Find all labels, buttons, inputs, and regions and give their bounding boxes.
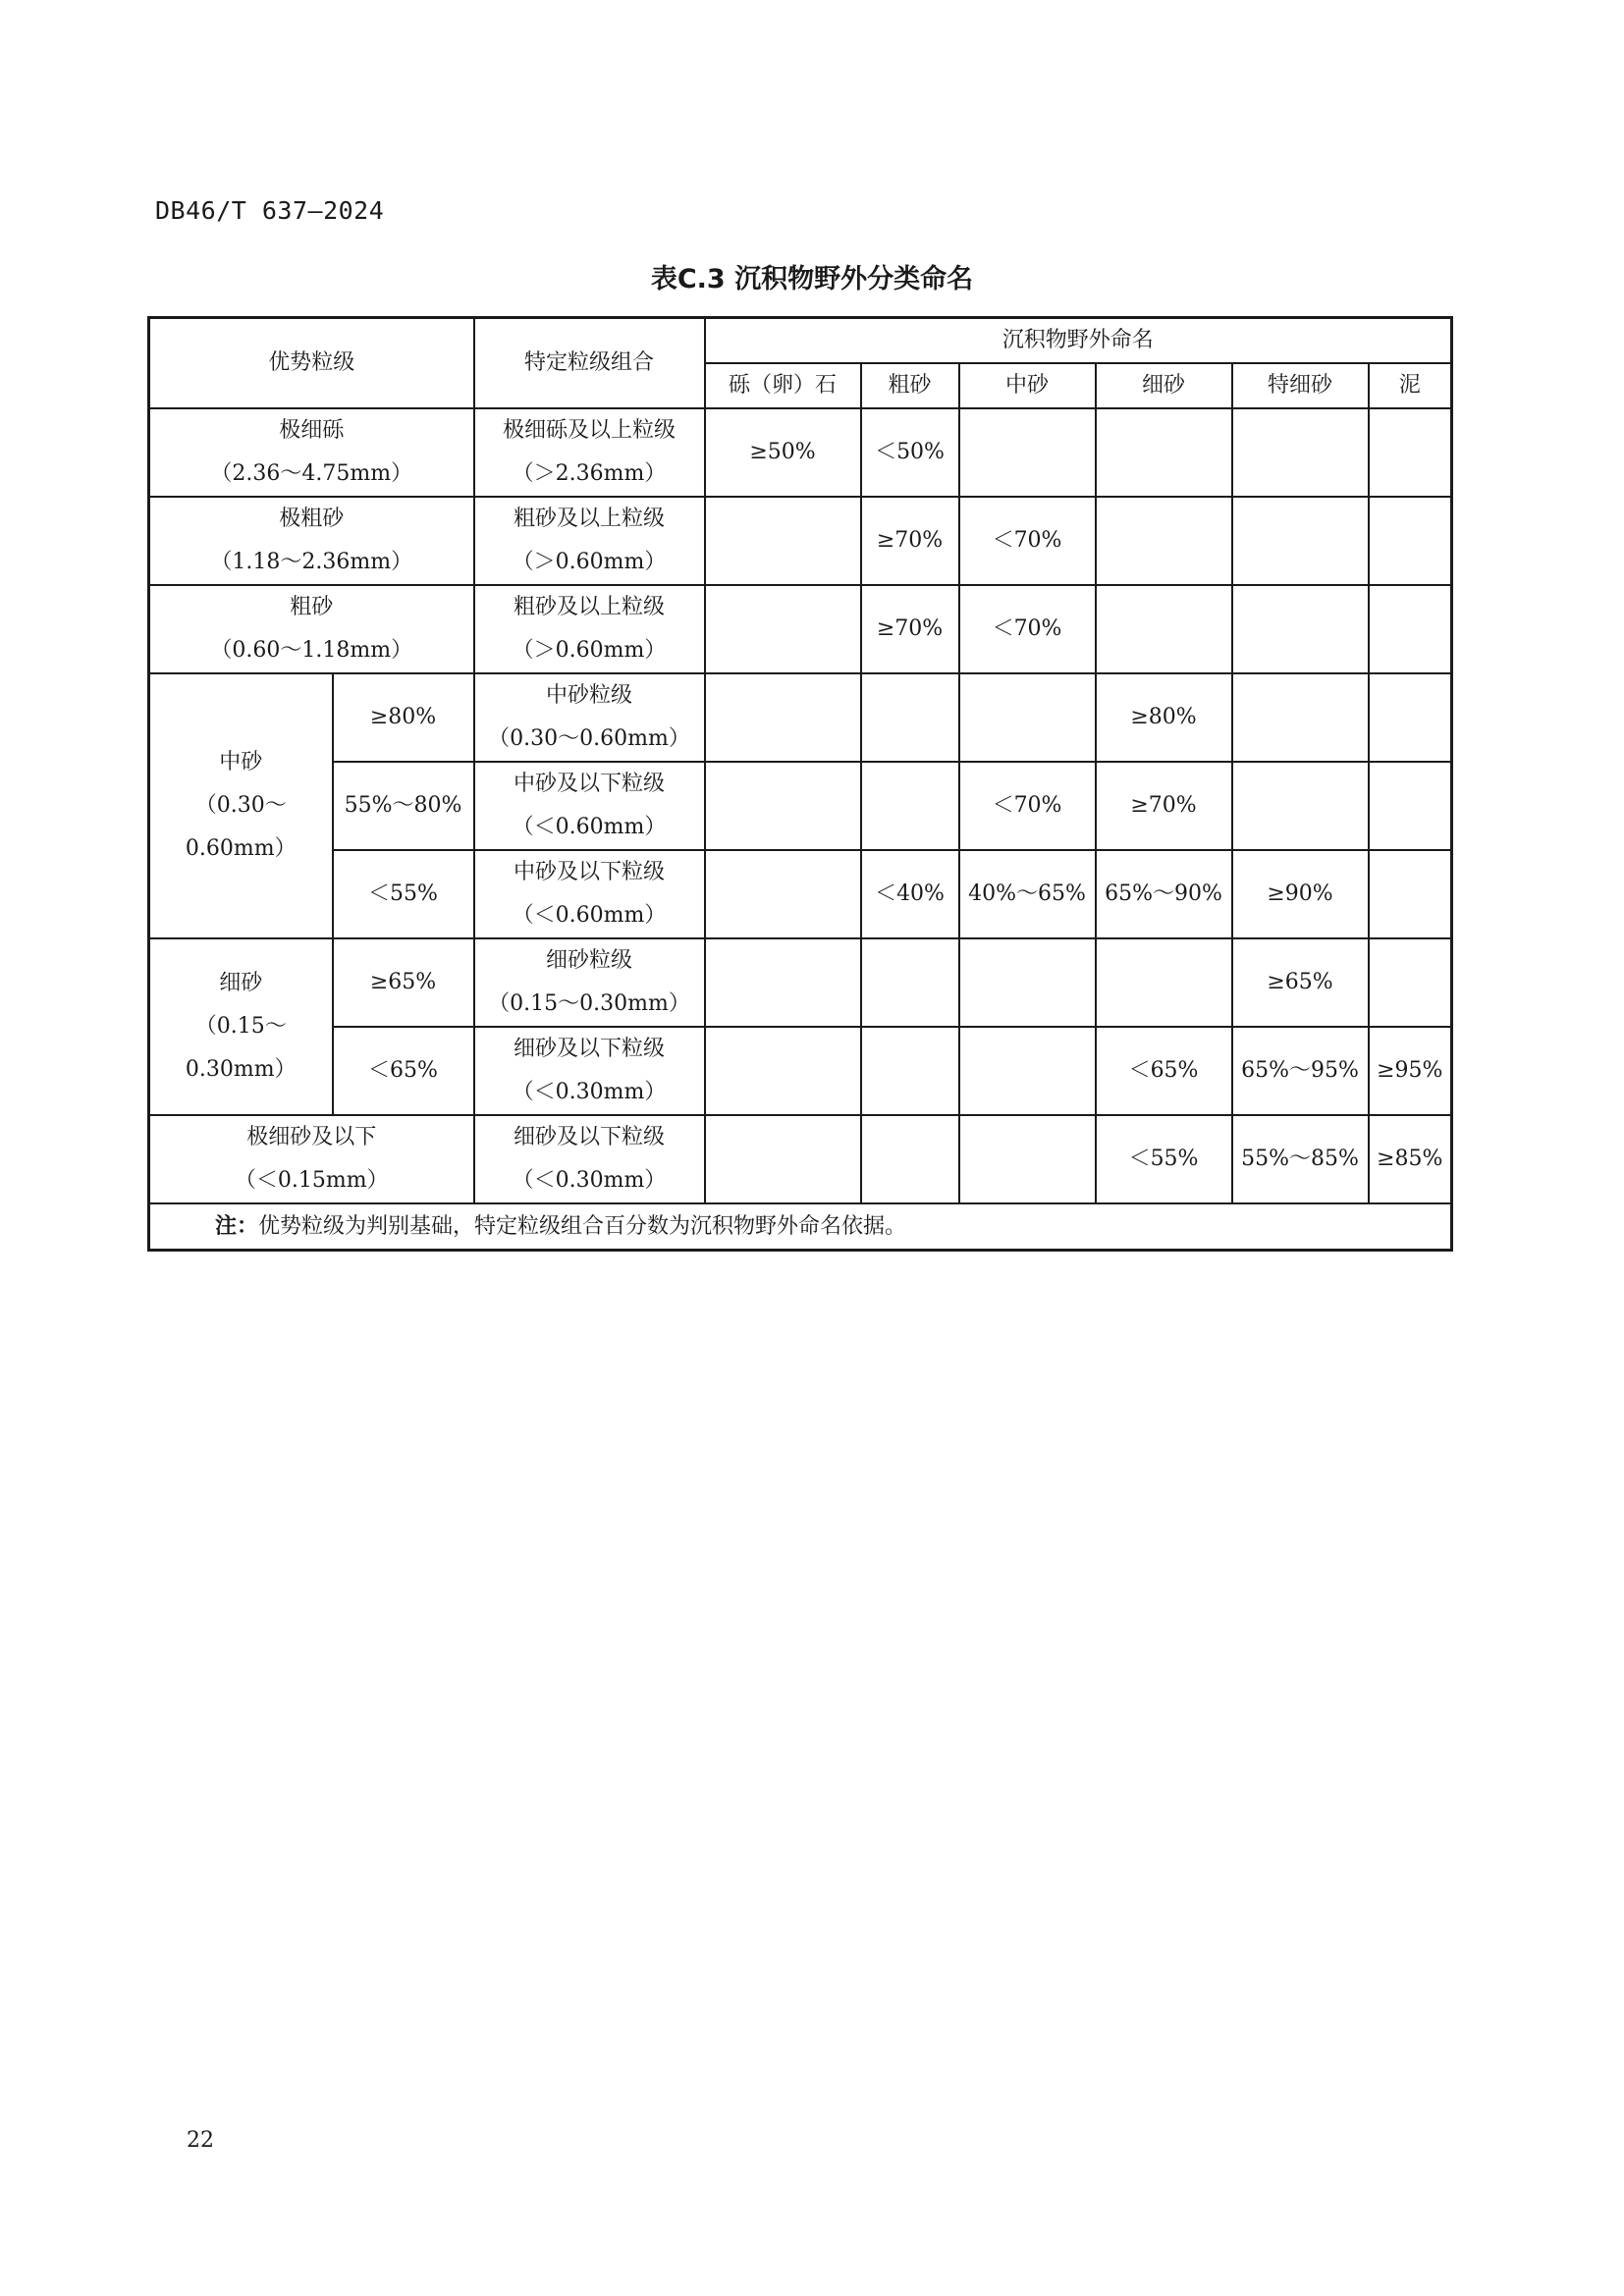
value-cell: ≥70% — [861, 497, 959, 585]
note-text: 优势粒级为判别基础，特定粒级组合百分数为沉积物野外命名依据。 — [258, 1214, 907, 1239]
value-cell — [1096, 585, 1232, 673]
table-row — [149, 585, 1452, 673]
value-cell — [1096, 938, 1232, 1027]
specific-cell: 中砂粒级 （0.30～0.60mm） — [474, 673, 705, 762]
header-col-very-fine-sand: 特细砂 — [1232, 363, 1369, 408]
value-cell: ＜50% — [861, 408, 959, 497]
table-row — [149, 1027, 1452, 1115]
value-cell: ＜55% — [1096, 1115, 1232, 1203]
value-cell: ≥90% — [1232, 850, 1369, 938]
value-cell — [861, 1027, 959, 1115]
value-cell — [1232, 762, 1369, 850]
value-cell: 65%～95% — [1232, 1027, 1369, 1115]
dominant-percent-cell: ≥80% — [333, 673, 474, 762]
value-cell — [1096, 408, 1232, 497]
value-cell: ＜65% — [1096, 1027, 1232, 1115]
value-cell: ＜70% — [959, 497, 1096, 585]
header-col-mud: 泥 — [1369, 363, 1452, 408]
value-cell: 55%～85% — [1232, 1115, 1369, 1203]
header-specific: 特定粒级组合 — [474, 318, 705, 409]
value-cell — [861, 938, 959, 1027]
specific-cell: 中砂及以下粒级 （＜0.60mm） — [474, 762, 705, 850]
dominant-percent-cell: ＜65% — [333, 1027, 474, 1115]
value-cell: ＜40% — [861, 850, 959, 938]
specific-cell: 中砂及以下粒级 （＜0.60mm） — [474, 850, 705, 938]
table-row — [149, 408, 1452, 497]
value-cell — [861, 1115, 959, 1203]
value-cell — [1369, 762, 1452, 850]
header-row-1 — [149, 318, 1452, 364]
value-cell — [1369, 497, 1452, 585]
value-cell — [705, 850, 861, 938]
value-cell: ≥70% — [861, 585, 959, 673]
dominant-percent-cell: ＜55% — [333, 850, 474, 938]
value-cell: ≥85% — [1369, 1115, 1452, 1203]
value-cell: ≥65% — [1232, 938, 1369, 1027]
value-cell: ＜70% — [959, 762, 1096, 850]
specific-cell: 细砂粒级 （0.15～0.30mm） — [474, 938, 705, 1027]
table-note — [149, 1203, 1452, 1251]
value-cell — [1232, 673, 1369, 762]
value-cell: ＜70% — [959, 585, 1096, 673]
specific-cell: 细砂及以下粒级 （＜0.30mm） — [474, 1027, 705, 1115]
table-row — [149, 673, 1452, 762]
value-cell — [1369, 585, 1452, 673]
dominant-cell: 极细砂及以下 （＜0.15mm） — [149, 1115, 474, 1203]
specific-cell: 粗砂及以上粒级 （＞0.60mm） — [474, 497, 705, 585]
table-row — [149, 938, 1452, 1027]
value-cell — [705, 585, 861, 673]
table-title: 表C.3 沉积物野外分类命名 — [650, 264, 974, 294]
header-col-fine-sand: 细砂 — [1096, 363, 1232, 408]
note-label: 注： — [215, 1213, 259, 1239]
value-cell — [1369, 938, 1452, 1027]
value-cell — [959, 673, 1096, 762]
value-cell — [705, 1027, 861, 1115]
value-cell — [861, 673, 959, 762]
table-row — [149, 1115, 1452, 1203]
value-cell — [1369, 408, 1452, 497]
specific-cell: 粗砂及以上粒级 （＞0.60mm） — [474, 585, 705, 673]
value-cell — [861, 762, 959, 850]
page-number: 22 — [187, 2128, 214, 2153]
dominant-cell: 粗砂 （0.60～1.18mm） — [149, 585, 474, 673]
specific-cell: 细砂及以下粒级 （＜0.30mm） — [474, 1115, 705, 1203]
dominant-cell: 极细砾 （2.36～4.75mm） — [149, 408, 474, 497]
specific-cell: 极细砾及以上粒级 （＞2.36mm） — [474, 408, 705, 497]
value-cell: ≥95% — [1369, 1027, 1452, 1115]
dominant-percent-cell: 55%～80% — [333, 762, 474, 850]
value-cell — [1369, 673, 1452, 762]
value-cell — [959, 938, 1096, 1027]
table-row — [149, 497, 1452, 585]
value-cell — [705, 497, 861, 585]
value-cell: ≥70% — [1096, 762, 1232, 850]
dominant-percent-cell: ≥65% — [333, 938, 474, 1027]
value-cell — [959, 408, 1096, 497]
value-cell: ≥50% — [705, 408, 861, 497]
value-cell: 65%～90% — [1096, 850, 1232, 938]
dominant-cell: 中砂 （0.30～ 0.60mm） — [149, 673, 333, 938]
value-cell — [959, 1115, 1096, 1203]
value-cell — [1096, 497, 1232, 585]
value-cell — [705, 938, 861, 1027]
value-cell — [705, 762, 861, 850]
sediment-classification-table — [147, 316, 1453, 1252]
value-cell — [1232, 497, 1369, 585]
header-col-medium-sand: 中砂 — [959, 363, 1096, 408]
value-cell — [1232, 408, 1369, 497]
header-dominant: 优势粒级 — [149, 318, 474, 409]
value-cell — [959, 1027, 1096, 1115]
note-row — [149, 1203, 1452, 1251]
header-col-coarse-sand: 粗砂 — [861, 363, 959, 408]
value-cell — [705, 673, 861, 762]
value-cell: ≥80% — [1096, 673, 1232, 762]
table-row — [149, 762, 1452, 850]
header-col-gravel: 砾（卵）石 — [705, 363, 861, 408]
dominant-cell: 细砂 （0.15～ 0.30mm） — [149, 938, 333, 1115]
table-row — [149, 850, 1452, 938]
value-cell — [1369, 850, 1452, 938]
value-cell — [705, 1115, 861, 1203]
value-cell — [1232, 585, 1369, 673]
document-code: DB46/T 637—2024 — [155, 196, 385, 225]
dominant-cell: 极粗砂 （1.18～2.36mm） — [149, 497, 474, 585]
value-cell: 40%～65% — [959, 850, 1096, 938]
header-field-name: 沉积物野外命名 — [705, 318, 1452, 364]
